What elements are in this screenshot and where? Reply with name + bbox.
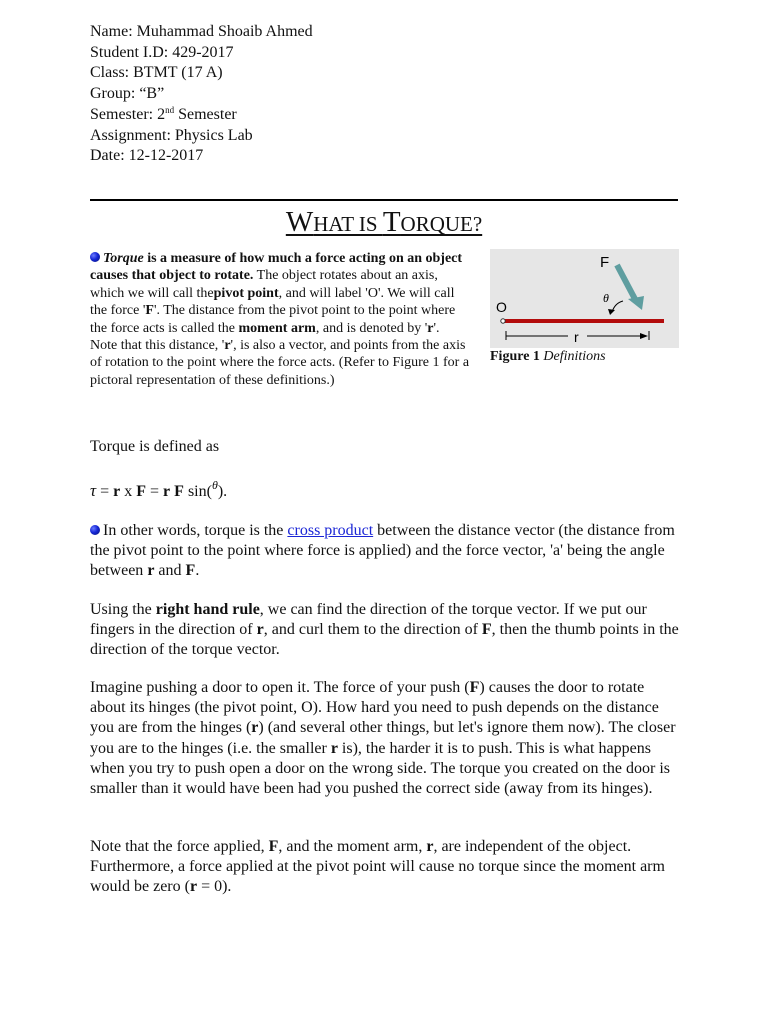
label-F: F [600,254,610,271]
note-r-2: r [189,878,198,896]
words-text-1: In other words, torque is the [103,522,288,539]
figure-background [490,249,679,348]
right-hand-rule-paragraph [90,600,682,661]
eq-r-2: r [163,483,171,500]
note-text-2: , and the moment arm, [278,838,427,855]
note-r: r [426,838,434,855]
semester-superscript: nd [165,104,175,115]
rhr-text-2: , we can find the direction of the torque vector. If we put our fingers in the direction of [90,601,647,639]
page-title [0,206,768,239]
rhr-F: F [481,621,492,639]
door-r: r [251,719,259,737]
symbol-r-2: r [224,338,231,354]
title-smallcaps-1: HAT IS [313,212,383,236]
title-smallcaps-2: ORQUE? [400,212,483,236]
eq-cross: x [120,483,137,500]
figure-caption [490,349,679,365]
door-r-2: r [330,739,338,757]
title-cap-w: W [285,206,314,238]
tau-symbol: τ [90,481,97,500]
cross-product-paragraph [90,521,682,582]
semester-prefix: Semester: 2 [90,105,166,123]
eq-equals-2: = [146,483,164,500]
eq-F-2: F [174,483,184,500]
assignment-info: Assignment: Physics Lab [90,126,253,144]
term-torque: Torque [103,251,144,266]
definition-text: Torque is defined as [90,438,220,455]
note-text-3: , are independent of the object. Furthermore, a force applied at the pivot point will cause no torque since the moment arm would be zero ( [90,838,665,896]
horizontal-divider [90,199,678,201]
header-info-block [90,22,678,167]
torque-diagram [490,249,679,348]
term-moment-arm: moment arm [238,320,316,336]
class-info: Class: BTMT (17 A) [90,64,223,82]
words-r: r [147,562,155,580]
eq-theta: θ [211,478,218,492]
group-info: Group: “B” [90,85,165,103]
label-O: O [496,299,507,315]
student-id: Student I.D: 429-2017 [90,43,234,61]
intro-text-3: '. The distance from the pivot point to the point where the force acts is called the [90,303,456,336]
bullet-icon [90,252,100,262]
rhr-text-1: Using the [90,601,156,618]
student-name: Name: Muhammad Shoaib Ahmed [90,23,313,40]
intro-paragraph [90,250,470,389]
intro-bold-text: is a measure of how much a force acting on an object causes that object to rotate. [90,251,463,284]
door-text-2: ) causes the door to rotate about its hinges (the pivot point, O). How hard you need to push depends on the distance you are from the hinges ( [90,679,659,737]
door-text-1: Imagine pushing a door to open it. The force of your push ( [90,679,470,696]
eq-equals-1: = [96,483,114,500]
semester-suffix: Semester [174,105,237,123]
caption-label: Figure 1 [490,349,540,364]
torque-equation [90,478,227,501]
pivot-point-marker [501,319,505,323]
bullet-icon-2 [90,525,100,535]
date-info: Date: 12-12-2017 [90,147,204,165]
words-end: . [195,562,200,580]
semester-info [90,105,678,126]
note-text-1: Note that the force applied, [90,838,269,855]
term-right-hand-rule: right hand rule [155,601,260,618]
eq-close: ). [217,483,228,500]
eq-F: F [136,483,147,500]
intro-text-2: , and will label 'O'. We will call the force ' [90,285,455,319]
note-paragraph [90,837,682,898]
figure-definitions [490,249,679,365]
eq-r: r [113,483,121,500]
intro-text-1: The object rotates about an axis, which we will call the [90,268,438,301]
door-text-4: is), the harder it is to push. This is what happens when you try to push open a door on the wrong side. The torque you created on the door is smaller than it would have been had you pushed the correct side (away from its hinges). [90,739,671,798]
cross-product-link[interactable]: cross product [287,522,374,539]
term-pivot-point: pivot point [213,285,279,301]
label-theta: θ [603,291,609,305]
door-example-paragraph [90,678,682,799]
door-F: F [469,679,480,696]
intro-text-6: ', is also a vector, and points from the axis of rotation to the point where the force acts. (Refer to Figure 1 for a pictoral representation of these definitions.) [90,338,470,388]
rhr-text-4: , then the thumb points in the direction of the torque vector. [90,621,679,659]
intro-text-4: , and is denoted by ' [315,320,428,336]
label-r: r [574,329,579,345]
symbol-F: F [145,303,154,319]
intro-text-5: '. Note that this distance, ' [90,320,440,354]
note-F: F [268,838,279,855]
note-text-4: = 0). [197,878,232,896]
eq-sin: sin( [183,483,212,500]
symbol-r: r [427,320,434,336]
rhr-r: r [256,621,264,639]
caption-text: Definitions [543,349,606,364]
door-text-3: ) (and several other things, but let's ignore them now). The closer you are to the hinges (i.e. the smaller [90,719,676,757]
title-cap-t: T [382,206,401,238]
rhr-text-3: , and curl them to the direction of [263,621,482,639]
words-text-2: between the distance vector (the distance from the pivot point to the point where force is applied) and the force vector, 'a' being the angle between [90,522,675,580]
words-and: and [154,562,186,580]
words-F: F [185,562,196,580]
